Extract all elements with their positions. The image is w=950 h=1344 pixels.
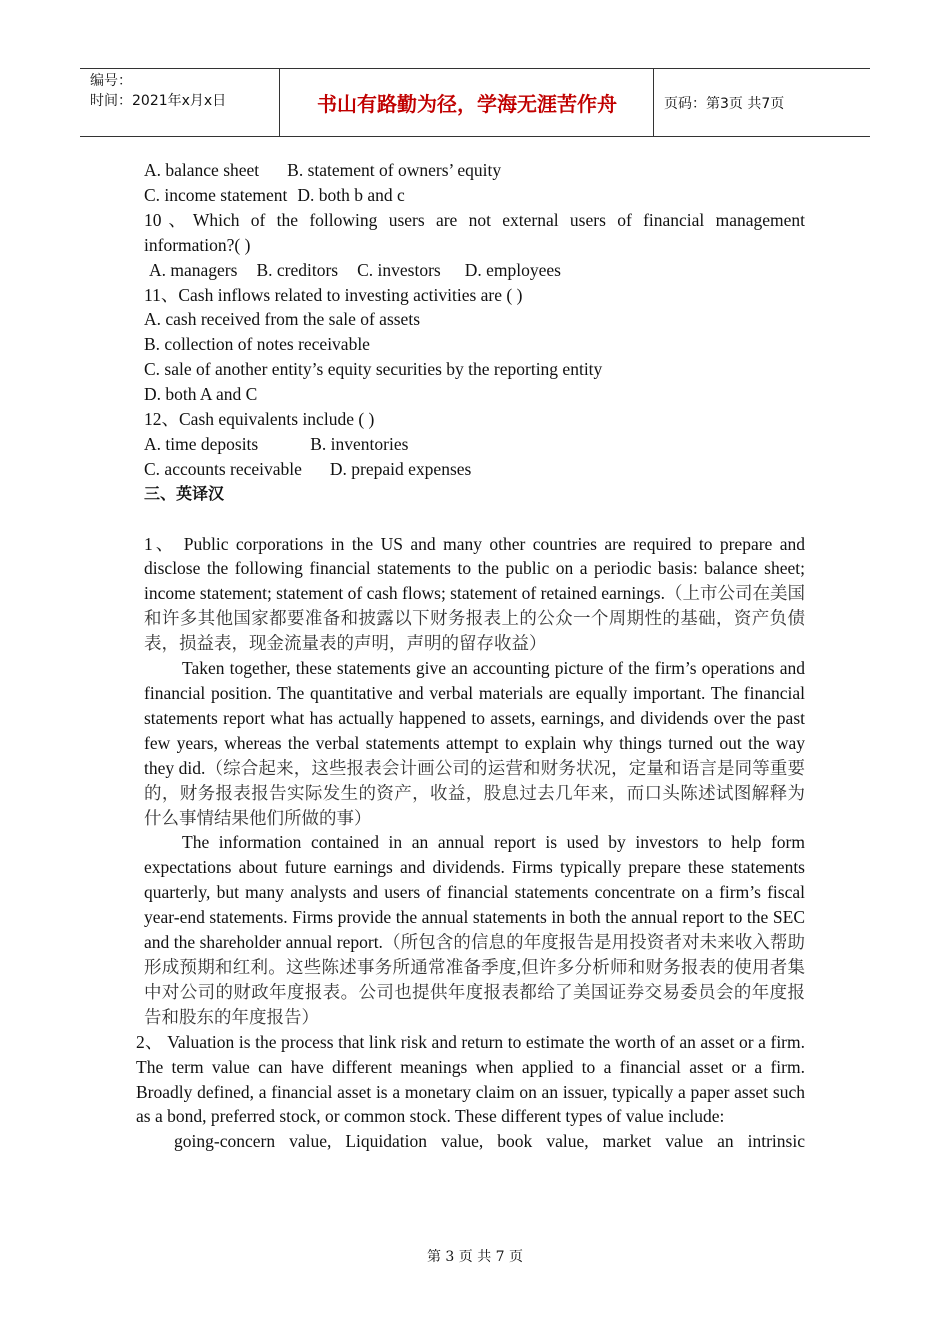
document-body: [136, 158, 806, 1154]
q10-option-b: B. creditors: [256, 259, 339, 280]
section-title: 三、英译汉: [144, 483, 225, 503]
page-header: [80, 68, 870, 137]
q10-option-c: C. investors: [357, 259, 441, 280]
q12-option-c: C. accounts receivable: [144, 458, 302, 479]
q12-stem: 12、Cash equivalents include ( ): [144, 409, 375, 430]
serial-label: 编号：: [90, 73, 132, 89]
q9-options-line2: [144, 183, 805, 208]
q12-option-b: B. inventories: [310, 433, 409, 454]
q12-options-line2: [144, 457, 805, 482]
q10-option-a: A. managers: [149, 259, 238, 280]
q11-option-b: B. collection of notes receivable: [144, 334, 370, 355]
q12-option-d: D. prepaid expenses: [329, 458, 472, 479]
q12-option-a: A. time deposits: [144, 433, 259, 454]
q10-stem-line1: 10、Which of the following users are not external users of financial management: [144, 209, 805, 230]
header-page-info: 页码：第3页 共7页: [664, 95, 785, 112]
item1-english: 1、 Public corporations in the US and many other countries are required to prepare and disclose the following financial statements to the public on a periodic basis: balance sheet; income statement; statement of cash flows; statement of retained earnings.: [144, 533, 805, 604]
q10-stem-line2: information?( ): [144, 234, 251, 255]
q11-stem: 11、Cash inflows related to investing activities are ( ): [144, 284, 523, 305]
q11-option-d: D. both A and C: [144, 384, 258, 405]
q9-option-a: A. balance sheet: [144, 160, 260, 180]
header-meta: [80, 69, 280, 136]
para2-chinese: （综合起来，这些报表会计画公司的运营和财务状况，定量和语言是同等重要的，财务报表报告实际发生的资产，收益，股息过去几年来，而口头陈述试图解释为什么事情结果他们所做的事）: [144, 757, 806, 828]
q9-option-d: D. both b and c: [297, 184, 405, 205]
last-line: going-concern value, Liquidation value, book value, market value an intrinsic: [174, 1131, 805, 1152]
page-footer: 第 3 页 共 7 页: [426, 1249, 524, 1265]
q11-option-c: C. sale of another entity’s equity securities by the reporting entity: [144, 359, 603, 380]
q9-option-c: C. income statement: [144, 184, 288, 205]
q10-options: [144, 258, 805, 283]
para2-paragraph: [144, 656, 805, 830]
blank-line: [144, 507, 805, 532]
time-label: 时间：2021年x月x日: [90, 93, 227, 109]
para2-english: Taken together, these statements give an accounting picture of the firm’s operations and financial position. The quantitative and verbal materials are equally important. The financial statements report what has actually happened to assets, earnings, and dividends over the past few years, whereas the verbal statements attempt to explain why things turned out the way they did.: [144, 658, 805, 778]
item1-chinese: （上市公司在美国和许多其他国家都要准备和披露以下财务报表上的公众一个周期性的基础，资产负债表，损益表，现金流量表的声明，声明的留存收益）: [144, 583, 805, 654]
item2-paragraph: 2、 Valuation is the process that link risk and return to estimate the worth of an asset or a firm. The term value can have different meanings when applied to a financial asset or a firm. Broadly defined, a financial asset is a monetary claim on an issuer, typically a paper asset such as a bond, preferred stock, or common stock. These different types of value include:: [136, 1031, 805, 1127]
item1-paragraph: [144, 532, 805, 657]
para3-english: The information contained in an annual report is used by investors to help form expectations about future earnings and dividends. Firms typically prepare these statements quarterly, but many analysts and users of financial statements concentrate on a firm’s fiscal year-end statements. Firms provide the annual statements in both the annual report to the SEC and the shareholder annual report.: [144, 832, 805, 953]
q12-options-line1: [144, 432, 805, 457]
q9-option-b: B. statement of owners’ equity: [287, 160, 502, 180]
q10-option-d: D. employees: [464, 259, 561, 280]
q9-options-line1: [144, 158, 805, 183]
para3-chinese: （所包含的信息的年度报告是用投资者对未来收入帮助形成预期和红利。这些陈述事务所通常准备季度,但许多分析师和财务报表的使用者集中对公司的财政年度报表。公司也提供年度报表都给了美国证券交易委员会的年度报告和股东的年度报告）: [144, 932, 805, 1027]
para3-paragraph: [144, 830, 805, 1029]
header-motto: 书山有路勤为径，学海无涯苦作舟: [281, 69, 654, 136]
q11-option-a: A. cash received from the sale of assets: [144, 309, 421, 330]
